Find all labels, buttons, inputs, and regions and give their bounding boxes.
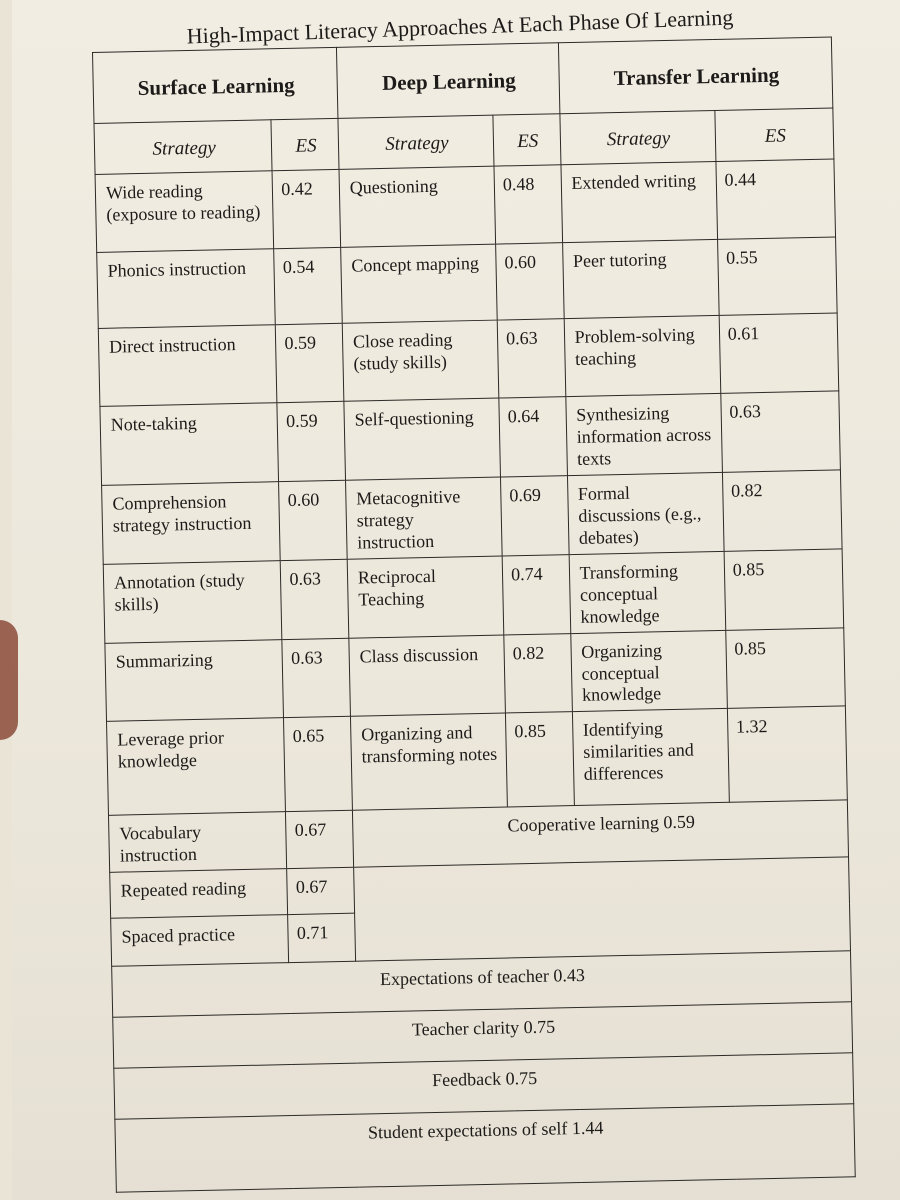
page-title: High-Impact Literacy Approaches At Each Phase Of Learning — [186, 4, 734, 49]
deep-strategy: Organizing and transforming notes — [350, 713, 507, 810]
surface-es: 0.67 — [287, 868, 354, 915]
col-strategy-deep: Strategy — [338, 115, 494, 169]
surface-es: 0.63 — [281, 559, 349, 639]
transfer-es: 0.44 — [716, 159, 836, 239]
surface-es: 0.42 — [272, 169, 340, 248]
surface-strategy: Spaced practice — [111, 915, 289, 967]
deep-es: 0.74 — [502, 554, 570, 634]
surface-strategy: Summarizing — [105, 639, 284, 722]
summary-teacher-clarity: Teacher clarity 0.75 — [113, 1002, 853, 1068]
surface-strategy: Repeated reading — [110, 869, 288, 919]
transfer-strategy: Extended writing — [561, 161, 718, 242]
deep-es: 0.85 — [505, 712, 573, 807]
deep-strategy: Self-questioning — [344, 398, 501, 480]
surface-es: 0.67 — [286, 811, 354, 869]
transfer-strategy: Peer tutoring — [562, 239, 719, 318]
deep-es: 0.63 — [497, 319, 565, 398]
surface-strategy: Wide reading (exposure to reading) — [95, 171, 274, 253]
transfer-es: 0.85 — [725, 627, 845, 708]
transfer-es: 0.55 — [717, 237, 837, 315]
table-row — [107, 706, 848, 815]
surface-strategy: Leverage prior knowledge — [107, 718, 286, 816]
surface-es: 0.65 — [284, 717, 352, 812]
surface-es: 0.59 — [276, 323, 344, 402]
transfer-strategy: Formal discussions (e.g., debates) — [567, 472, 724, 554]
transfer-strategy: Problem-solving teaching — [564, 315, 721, 396]
deep-strategy: Class discussion — [349, 635, 506, 717]
deep-es: 0.69 — [501, 476, 569, 556]
col-strategy-transfer: Strategy — [559, 110, 715, 164]
literacy-table — [92, 37, 856, 1194]
surface-es: 0.54 — [274, 247, 342, 324]
col-strategy-surface: Strategy — [94, 120, 272, 175]
empty-cell — [353, 857, 850, 961]
deep-es: 0.82 — [504, 633, 572, 713]
summary-feedback: Feedback 0.75 — [114, 1053, 854, 1119]
surface-strategy: Comprehension strategy instruction — [102, 482, 281, 565]
phase-transfer: Transfer Learning — [558, 37, 833, 114]
surface-es: 0.63 — [282, 638, 350, 718]
transfer-strategy: Transforming conceptual knowledge — [569, 551, 726, 633]
summary-row — [115, 1104, 855, 1192]
deep-strategy: Questioning — [339, 166, 496, 247]
phase-deep: Deep Learning — [336, 43, 559, 119]
surface-strategy: Direct instruction — [98, 325, 277, 407]
deep-strategy: Close reading (study skills) — [342, 320, 499, 401]
transfer-es: 0.61 — [719, 313, 839, 393]
deep-strategy: Reciprocal Teaching — [347, 556, 504, 638]
surface-strategy: Vocabulary instruction — [108, 812, 287, 873]
surface-strategy: Phonics instruction — [97, 249, 276, 329]
surface-es: 0.71 — [288, 914, 355, 963]
surface-strategy: Note-taking — [100, 403, 279, 486]
col-es-deep: ES — [493, 114, 561, 166]
surface-es: 0.59 — [277, 401, 345, 481]
col-es-transfer: ES — [715, 108, 834, 161]
cooperative-learning: Cooperative learning 0.59 — [352, 800, 848, 867]
surface-es: 0.60 — [279, 480, 347, 560]
transfer-strategy: Identifying similarities and differences — [572, 709, 729, 806]
literacy-table-sheet — [92, 37, 856, 1194]
deep-es: 0.48 — [494, 165, 562, 244]
deep-es: 0.64 — [499, 397, 567, 477]
deep-strategy: Concept mapping — [341, 244, 498, 323]
summary-student-expectations: Student expectations of self 1.44 — [115, 1104, 855, 1192]
transfer-es: 0.85 — [724, 549, 844, 630]
col-es-surface: ES — [271, 118, 339, 170]
deep-strategy: Metacognitive strategy instruction — [345, 477, 502, 559]
transfer-strategy: Organizing conceptual knowledge — [570, 630, 727, 712]
surface-strategy: Annotation (study skills) — [103, 560, 282, 643]
transfer-strategy: Synthesizing information across texts — [565, 393, 722, 475]
transfer-es: 0.63 — [721, 391, 841, 472]
transfer-es: 1.32 — [727, 706, 847, 802]
transfer-es: 0.82 — [722, 470, 842, 551]
phase-surface: Surface Learning — [93, 47, 338, 123]
summary-teacher-expectations: Expectations of teacher 0.43 — [112, 951, 852, 1017]
deep-es: 0.60 — [496, 243, 564, 320]
finger-shadow — [0, 620, 18, 740]
